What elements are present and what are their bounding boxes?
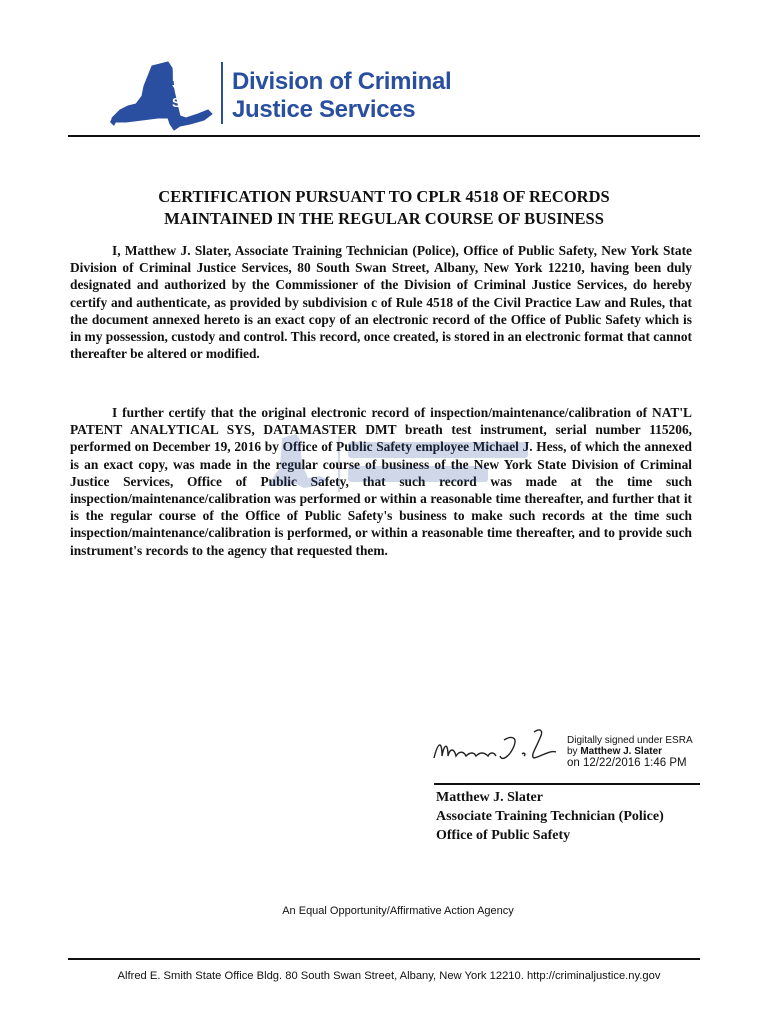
signer-block (436, 788, 664, 845)
title-line-2: MAINTAINED IN THE REGULAR COURSE OF BUSINESS (164, 209, 604, 228)
handwritten-signature (430, 722, 560, 772)
digital-signature-stamp (567, 735, 693, 770)
logo-line-2: YORK (172, 82, 210, 97)
document-title (68, 186, 700, 230)
esra-line: Digitally signed under ESRA (567, 735, 693, 746)
esra-on-prefix: on (567, 757, 583, 769)
esra-signed-by (567, 746, 693, 757)
certification-paragraph-2 (70, 404, 692, 559)
equal-opportunity-statement: An Equal Opportunity/Affirmative Action Agency (282, 905, 514, 917)
footer-rule (68, 958, 700, 960)
certification-paragraph-1 (70, 242, 692, 362)
esra-timestamp: 12/22/2016 1:46 PM (583, 757, 687, 769)
signer-title: Associate Training Technician (Police) (436, 809, 664, 824)
esra-timestamp-line (567, 757, 693, 770)
signer-name: Matthew J. Slater (436, 790, 543, 805)
agency-name (232, 68, 451, 124)
signer-office: Office of Public Safety (436, 828, 571, 843)
logo-divider (221, 62, 223, 124)
state-logo-text (172, 70, 213, 109)
agency-name-line-2: Justice Services (232, 96, 416, 123)
paragraph-2-text: I further certify that the original electronic record of inspection/maintenance/calibration of NAT'L PATENT ANALYTICAL SYS, DATAMASTER DMT breath test instrument, serial number 115206, performed on December 19, 2016 by Office of Public Safety employee Michael J. Hess, of which the annexed is an exact copy, was made in the regular course of business of the New York State Division of Criminal Justice Services, Office of Public Safety, that such record was made at the time such inspection/maintenance/calibration was performed or within a reasonable time thereafter, and further that it is the regular course of the Office of Public Safety's business to make such records at the time such inspection/maintenance/calibration is performed, or within a reasonable time thereafter, and to provide such instrument's records to the agency that requested them. (70, 405, 692, 558)
esra-by-prefix: by (567, 746, 581, 757)
signature-line (434, 783, 700, 785)
agency-name-line-1: Division of Criminal (232, 68, 452, 95)
title-line-1: CERTIFICATION PURSUANT TO CPLR 4518 OF RECORDS (158, 187, 610, 206)
header-rule (68, 135, 700, 137)
logo-line-3: STATE (172, 95, 213, 110)
esra-signer-name: Matthew J. Slater (580, 746, 663, 757)
logo-line-1: NEW (172, 69, 203, 84)
paragraph-1-text: I, Matthew J. Slater, Associate Training Technician (Police), Office of Public Safety, New York State Division of Criminal Justice Services, 80 South Swan Street, Albany, New York 12210, having been duly designated and authorized by the Commissioner of the Division of Criminal Justice Services, do hereby certify and authenticate, as provided by subdivision c of Rule 4518 of the Civil Practice Law and Rules, that the document annexed hereto is an exact copy of an electronic record of the Office of Public Safety which is in my possession, custody and control. This record, once created, is stored in an electronic format that cannot thereafter be altered or modified. (70, 243, 692, 362)
footer-address: Alfred E. Smith State Office Bldg. 80 South Swan Street, Albany, New York 12210. http://criminaljustice.ny.gov (117, 970, 661, 982)
